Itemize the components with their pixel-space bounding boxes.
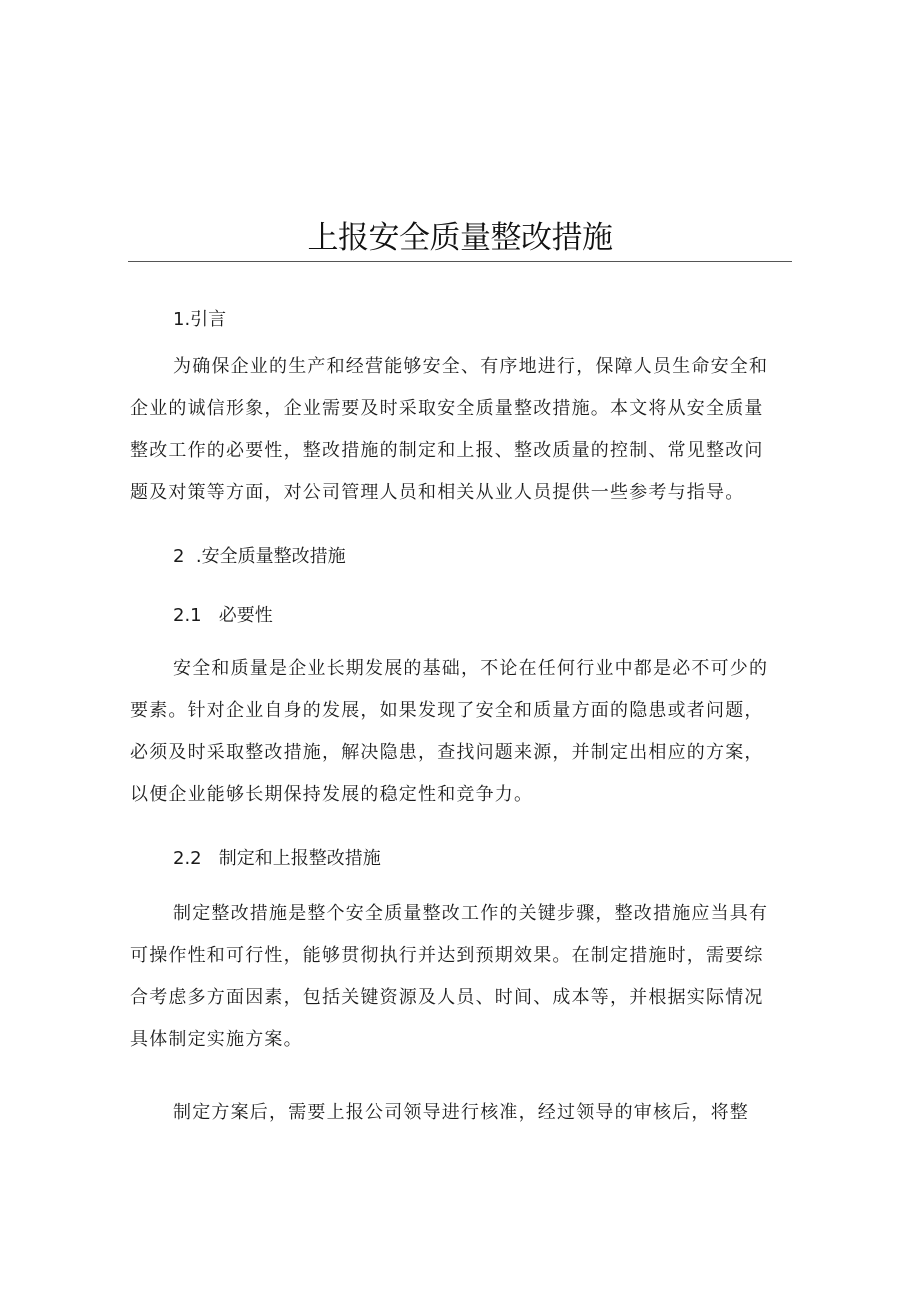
paragraph-line: 题及对策等方面，对公司管理人员和相关从业人员提供一些参考与指导。	[130, 482, 745, 503]
heading-section-2-1: 2.1 必要性	[173, 605, 273, 626]
paragraph-line: 为确保企业的生产和经营能够安全、有序地进行，保障人员生命安全和	[173, 356, 769, 377]
paragraph-section-2-2	[130, 893, 794, 1061]
heading-intro: 1.引言	[173, 309, 227, 330]
paragraph-line: 可操作性和可行性，能够贯彻执行并达到预期效果。在制定措施时，需要综	[130, 945, 764, 966]
paragraph-line: 整改工作的必要性，整改措施的制定和上报、整改质量的控制、常见整改问	[130, 440, 764, 461]
paragraph-line: 制定整改措施是整个安全质量整改工作的关键步骤，整改措施应当具有	[173, 903, 769, 924]
paragraph-line: 必须及时采取整改措施，解决隐患，查找问题来源，并制定出相应的方案，	[130, 742, 764, 763]
document-title: 上报安全质量整改措施	[307, 220, 613, 256]
paragraph-line: 具体制定实施方案。	[130, 1029, 303, 1050]
paragraph-line: 安全和质量是企业长期发展的基础，不论在任何行业中都是必不可少的	[173, 658, 769, 679]
title-underline	[128, 261, 792, 262]
heading-section-2-2: 2.2 制定和上报整改措施	[173, 848, 381, 869]
paragraph-line: 合考虑多方面因素，包括关键资源及人员、时间、成本等，并根据实际情况	[130, 987, 764, 1008]
paragraph-intro	[130, 346, 794, 514]
paragraph-line: 以便企业能够长期保持发展的稳定性和竞争力。	[130, 784, 534, 805]
paragraph-section-2-2-continued	[130, 1092, 794, 1134]
paragraph-line: 企业的诚信形象，企业需要及时采取安全质量整改措施。本文将从安全质量	[130, 398, 764, 419]
paragraph-line: 要素。针对企业自身的发展，如果发现了安全和质量方面的隐患或者问题，	[130, 700, 764, 721]
heading-section-2: 2 .安全质量整改措施	[173, 546, 346, 567]
paragraph-line: 制定方案后，需要上报公司领导进行核准，经过领导的审核后，将整	[173, 1102, 749, 1123]
paragraph-section-2-1	[130, 648, 794, 816]
